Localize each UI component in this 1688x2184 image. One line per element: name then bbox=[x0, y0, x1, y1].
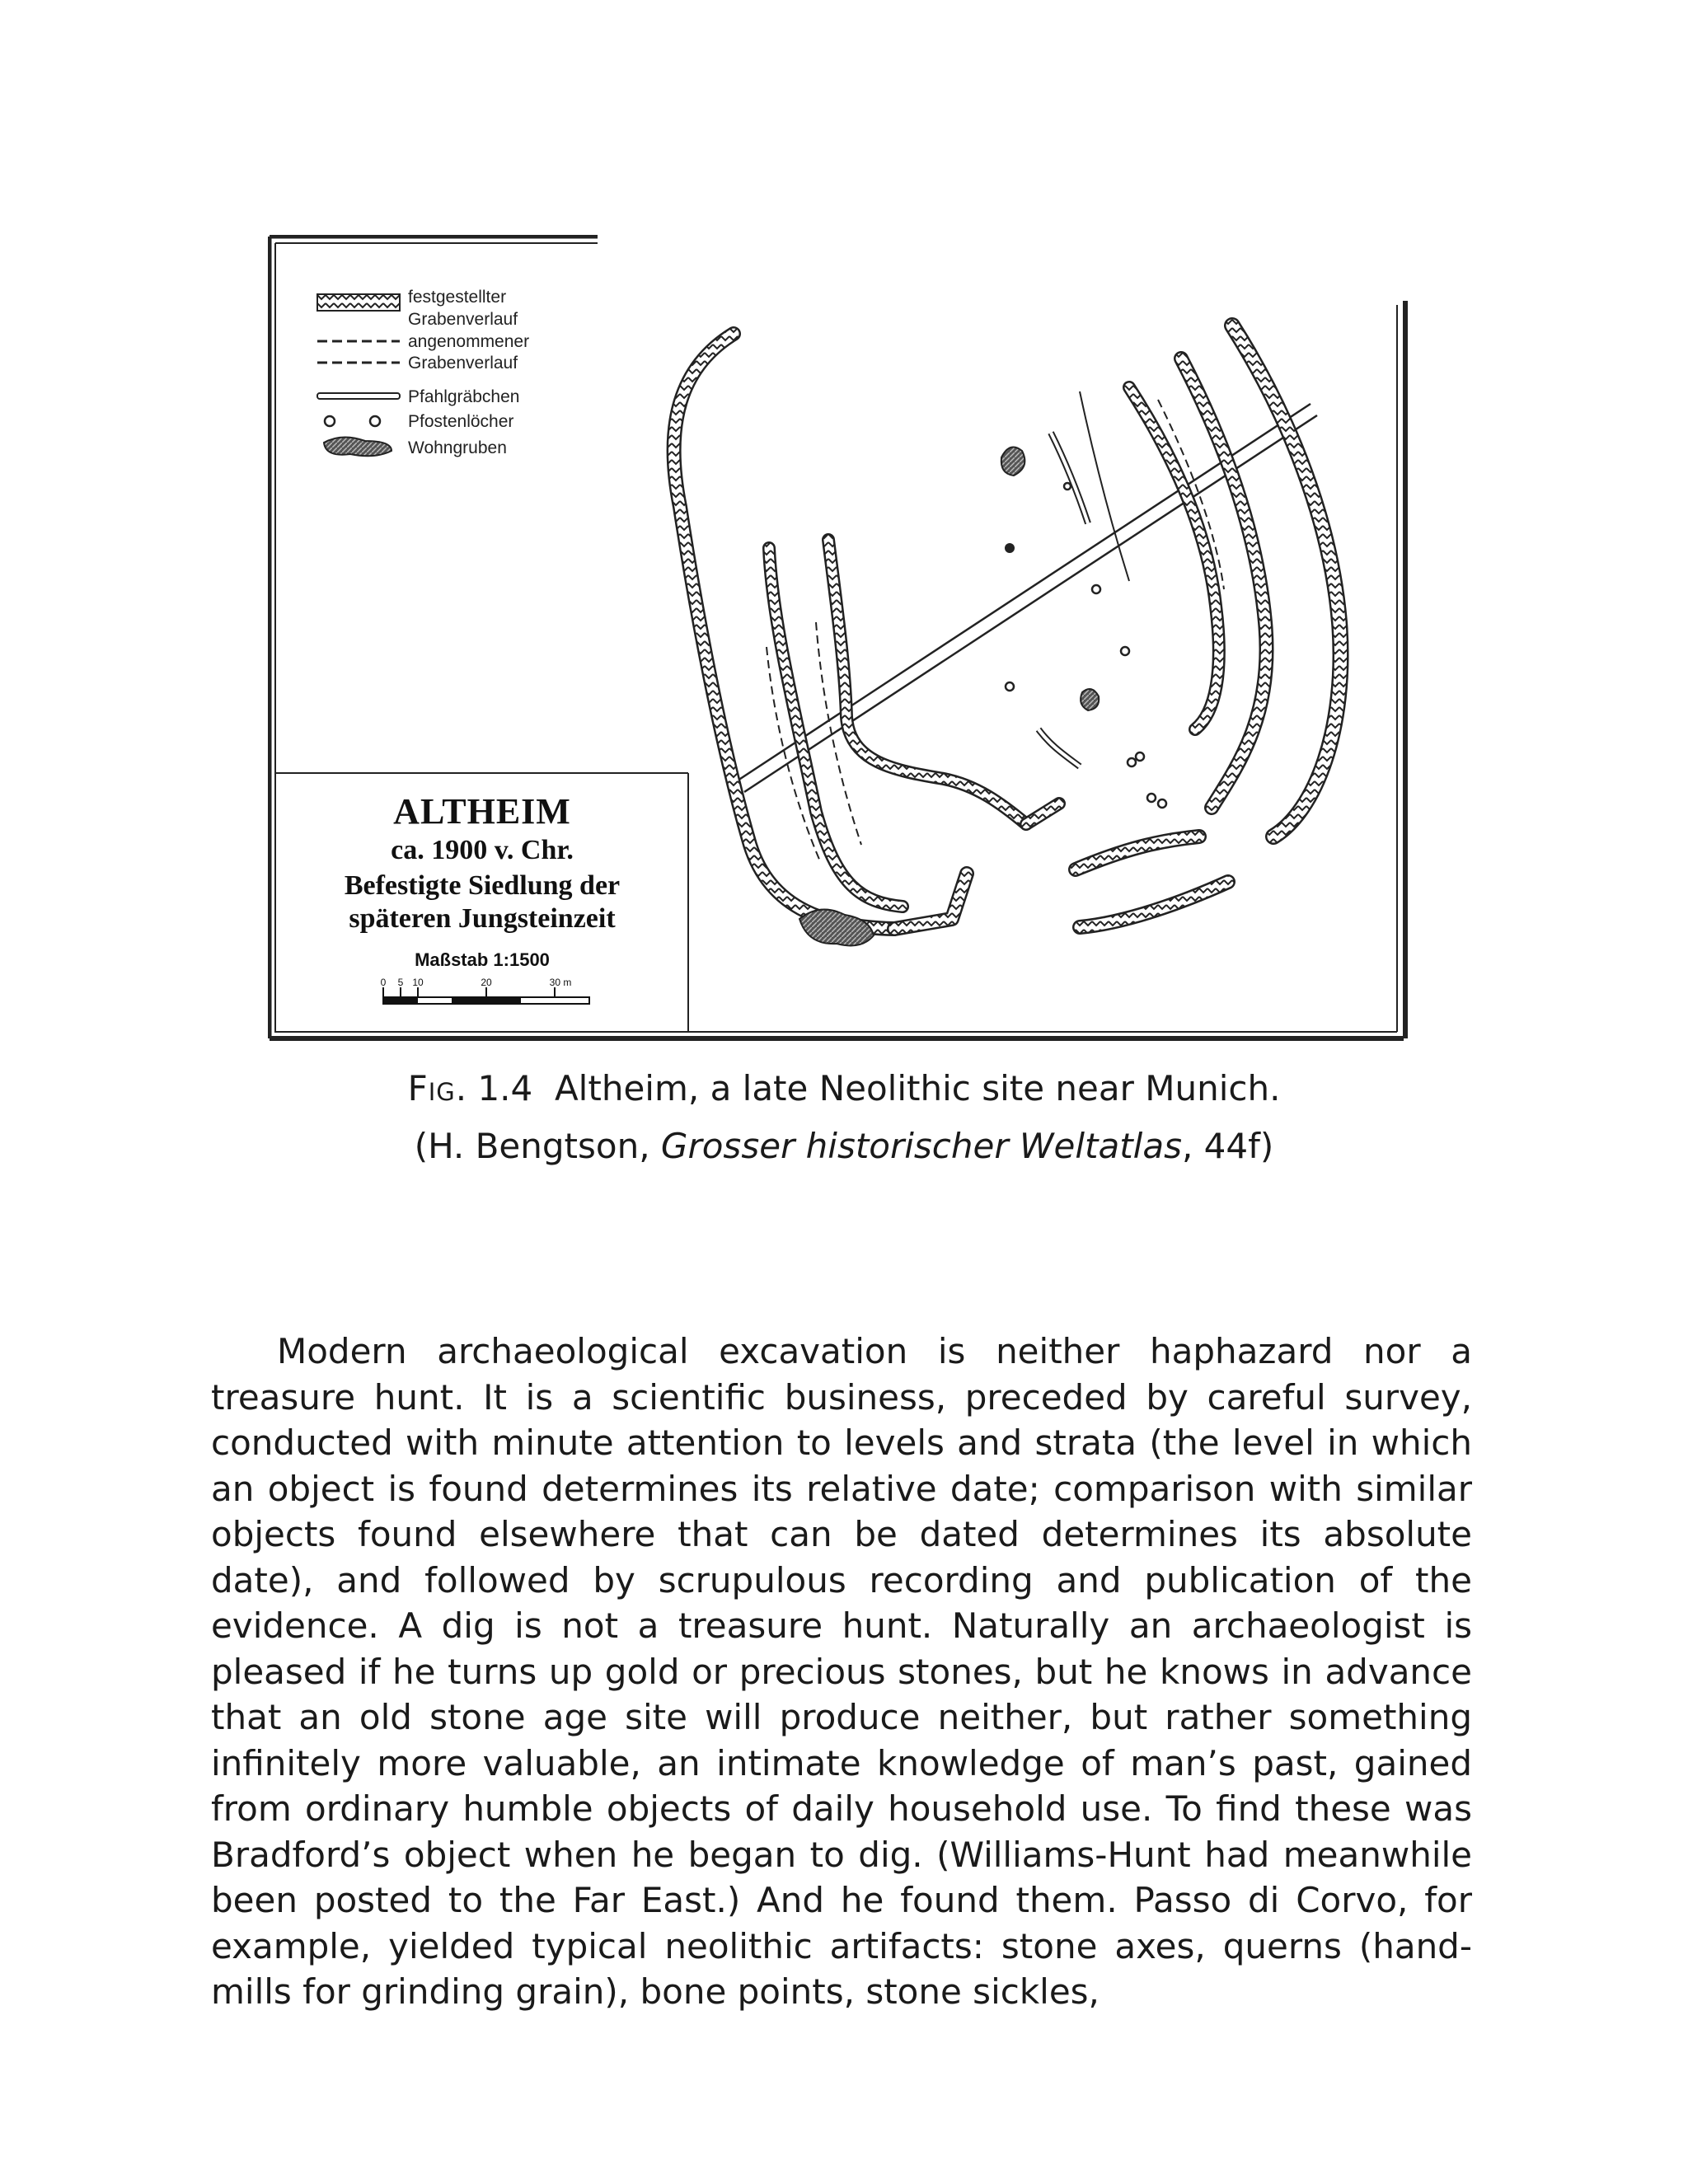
scale-tick-10: 10 bbox=[412, 977, 424, 988]
scale-tick-30: 30 m bbox=[549, 977, 572, 988]
scale-tick-20: 20 bbox=[481, 977, 492, 988]
figure-number: . 1.4 bbox=[455, 1068, 533, 1108]
palisade-trenches bbox=[1039, 391, 1129, 766]
legend-line-4: Grabenverlauf bbox=[408, 354, 518, 373]
figure-caption-text: Altheim, a late Neolithic site near Munich. bbox=[554, 1068, 1281, 1108]
scale-bar bbox=[381, 977, 589, 1004]
legend-line-7: Wohngruben bbox=[408, 438, 507, 457]
map-date: ca. 1900 v. Chr. bbox=[391, 835, 574, 865]
source-close: , 44f) bbox=[1181, 1126, 1274, 1166]
figure-prefix: Fig bbox=[407, 1068, 456, 1108]
legend-line-5: Pfahlgräbchen bbox=[408, 387, 520, 406]
legend-palisade-symbol bbox=[317, 393, 400, 399]
legend-line-2: Grabenverlauf bbox=[408, 310, 518, 329]
body-paragraph: Modern archaeological excavation is neither haphazard nor a treasure hunt. It is a scientific business, preceded by careful survey, conducted with minute attention to levels and strata (the level in which an object is found determines its relative date; comparison with similar objects found elsewhere that can be dated determines its absolute date), and followed by scrupulous recording and publication of the evidence. A dig is not a treasure hunt. Naturally an archaeologist is pleased if he turns up gold or precious stones, but he knows in advance that an old stone age site will produce neither, but rather something infinitely more valuable, an intimate knowledge of man’s past, gained from ordinary humble objects of daily household use. To find these was Bradford’s object when he began to dig. (Williams-Hunt had meanwhile been posted to the Far East.) And he found them. Passo di Corvo, for example, yielded typical neolithic artifacts: stone axes, querns (hand-mills for grinding grain), bone points, stone sickles, bbox=[211, 1331, 1472, 2012]
trench-east-outer bbox=[1232, 326, 1341, 837]
map-subtitle-1: Befestigte Siedlung der bbox=[344, 870, 621, 901]
source-title: Grosser historischer Weltatlas bbox=[660, 1126, 1182, 1166]
legend-line-3: angenommener bbox=[408, 332, 530, 351]
scale-tick-0: 0 bbox=[380, 977, 387, 988]
legend-line-6: Pfostenlöcher bbox=[408, 412, 514, 431]
map-subtitle-2: späteren Jungsteinzeit bbox=[349, 903, 616, 934]
trench-network bbox=[674, 326, 1341, 929]
trench-inner bbox=[828, 540, 1059, 824]
map-legend bbox=[317, 288, 529, 457]
legend-line-1: festgestellter bbox=[408, 288, 507, 307]
trench-east-middle bbox=[1181, 359, 1267, 808]
legend-trench-symbol bbox=[317, 294, 400, 311]
map-scale-label: Maßstab 1:1500 bbox=[415, 949, 550, 970]
map-title-box bbox=[275, 773, 688, 1032]
legend-pit-symbol bbox=[324, 437, 392, 456]
legend-posthole-symbol bbox=[325, 416, 335, 426]
altheim-site-map bbox=[268, 235, 1409, 1043]
trench-south-1 bbox=[1076, 837, 1199, 869]
figure-source bbox=[0, 1126, 1688, 1166]
map-drawing bbox=[268, 235, 1409, 1043]
scale-tick-5: 5 bbox=[397, 977, 404, 988]
trench-south-2 bbox=[1080, 882, 1228, 927]
source-open: (H. Bengtson, bbox=[414, 1126, 661, 1166]
trench-east-inner bbox=[1129, 387, 1219, 729]
post-holes bbox=[1006, 483, 1166, 808]
map-title: ALTHEIM bbox=[393, 791, 571, 832]
figure-caption bbox=[0, 1068, 1688, 1108]
